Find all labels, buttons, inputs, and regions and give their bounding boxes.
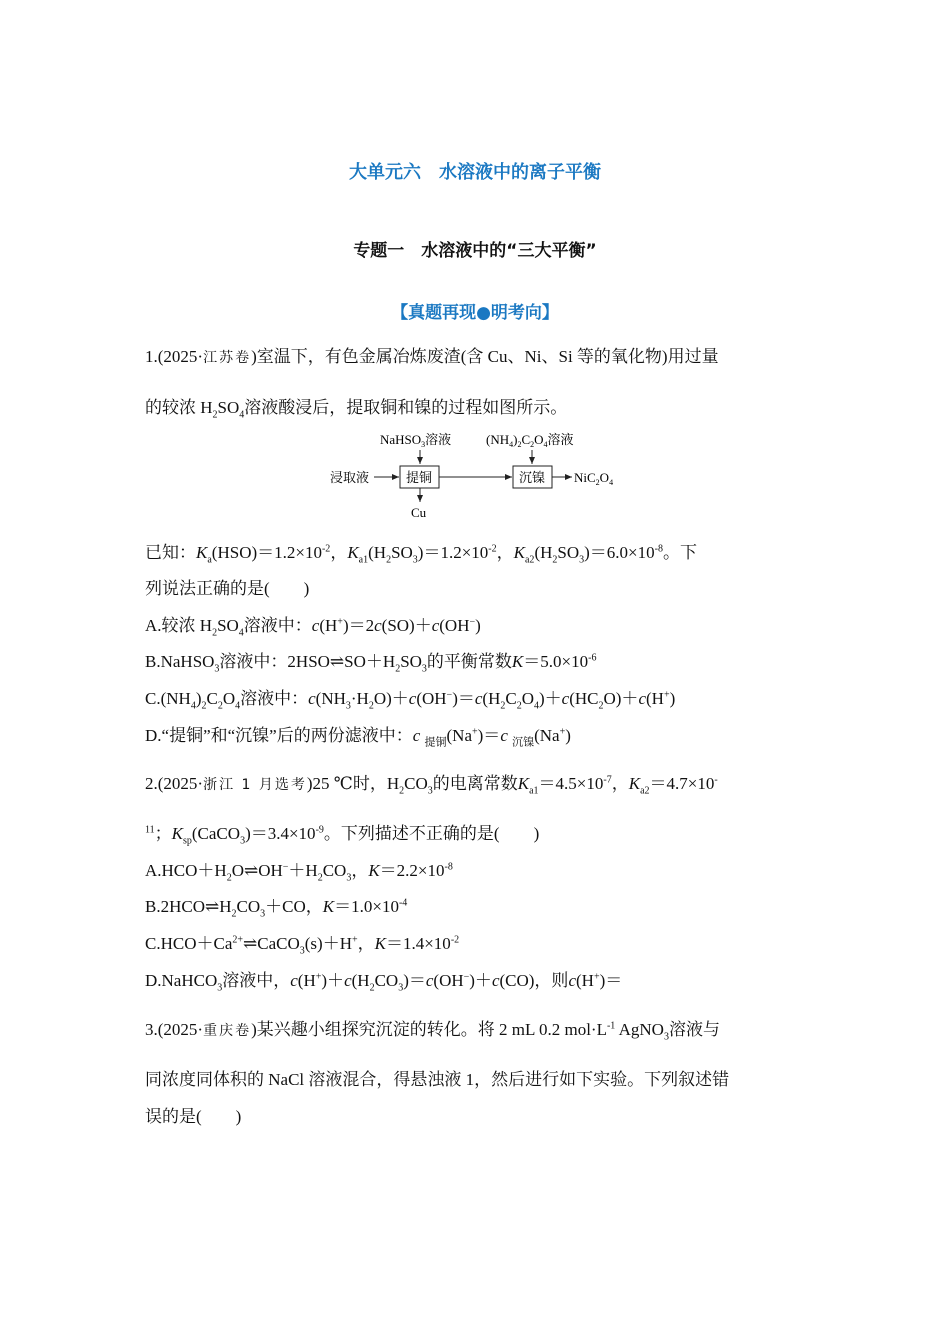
diagram-input-oxalate: $(NH_4)_2C_2O_4$溶液 xyxy=(486,432,574,449)
diagram-box1-label: 提铜 xyxy=(406,470,433,485)
topic-title: 专题一 水溶液中的“三大平衡” xyxy=(353,241,597,261)
q3-source: 重庆卷 xyxy=(203,1023,252,1039)
q2-option-d: D.NaHCO$_3$溶液中，$c(H^+)+c(H_2CO_3)=c(OH^-)+c(CO)$，则c(H+)＝ xyxy=(145,971,623,994)
q1-option-b: B.NaHSO$_3$溶液中：$2HSO\rightleftharpoons SO+H_2SO_3$的平衡常数$K=5.0\times 10^{-6}$ xyxy=(145,652,597,675)
q1-option-a: A.较浓 $H_2SO_4$溶液中：c(H+)＝2c(SO)＋c(OH−) xyxy=(145,616,481,639)
diagram-input-nahso3: NaHSO$_3$溶液 xyxy=(380,432,452,449)
q3-stem-line2: 同浓度同体积的 NaCl 溶液混合，得悬浊液 1，然后进行如下实验。下列叙述错 xyxy=(145,1070,730,1089)
q1-known-line2: 列说法正确的是( ) xyxy=(145,579,310,598)
diagram-output-cu: Cu xyxy=(411,505,427,520)
q1-stem-line1: 1.(2025·江苏卷)室温下，有色金属冶炼废渣(含 Cu、Ni、Si 等的氧化物)用过量 xyxy=(145,347,719,366)
q1-option-c: $C.(NH_4)_2C_2O_4$溶液中：$c(NH_3\cdot H_2O)+c(OH^-)=c(H_2C_2O_4)+c(HC_2O)+c(H^+)$ xyxy=(145,689,676,712)
q3-stem-line1: 3.(2025·重庆卷)某兴趣小组探究沉淀的转化。将 2 mL 0.2 $mol\cdot L^{-1}$ AgNO$_3$溶液与 xyxy=(145,1020,720,1043)
section-title: 【真题再现●明考向】 xyxy=(391,303,559,323)
q1-known-line1: 已知：$K_a(HSO)=1.2\times 10^{-2}$，$K_{a1}(H_2SO_3)=1.2\times 10^{-2}$，$K_{a2}(H_2SO_3)=6.0\times 10^{-8}$。下 xyxy=(145,543,697,566)
q1-stem-line2: 的较浓 $H_2SO_4$溶液酸浸后，提取铜和镍的过程如图所示。 xyxy=(145,398,568,421)
diagram-start-label: 浸取液 xyxy=(330,470,370,485)
diagram-box2-label: 沉镍 xyxy=(519,470,546,485)
unit-title: 大单元六 水溶液中的离子平衡 xyxy=(349,162,601,183)
q2-option-c: $C.HCO+Ca^{2+}\rightleftharpoons CaCO_3(s)+H^+$，$K=1.4\times 10^{-2}$ xyxy=(145,934,460,957)
q2-option-a: $A.HCO+H_2O\rightleftharpoons OH^-+H_2CO_3$，$K=2.2\times 10^{-8}$ xyxy=(145,861,453,884)
q1-option-d: D.“提铜”和“沉镍”后的两份滤液中：c $_{提铜}$(Na+)＝c $_{沉镍}$(Na+) xyxy=(145,726,571,749)
q1-process-diagram xyxy=(320,426,640,524)
q2-stem-line2: $^{11}$；$K_{sp}(CaCO_3)=3.4\times 10^{-9}$。下列描述不正确的是( ) xyxy=(145,824,540,847)
diagram-output-nic2o4: $NiC_2O_4$ xyxy=(574,470,614,487)
q2-stem-line1: 2.(2025·浙江 1 月选考)25 ℃时，$H_2CO_3$的电离常数$K_{a1}=4.5\times 10^{-7}$，$K_{a2}=4.7\times 10^-$ xyxy=(145,774,718,797)
q1-source: 江苏卷 xyxy=(203,350,252,366)
q2-source: 浙江 1 月选考 xyxy=(203,777,307,793)
q2-option-b: $B.2HCO\rightleftharpoons H_2CO_3+CO$，$K=1.0\times 10^{-4}$ xyxy=(145,897,408,920)
q3-stem-line3: 误的是( ) xyxy=(145,1107,242,1126)
